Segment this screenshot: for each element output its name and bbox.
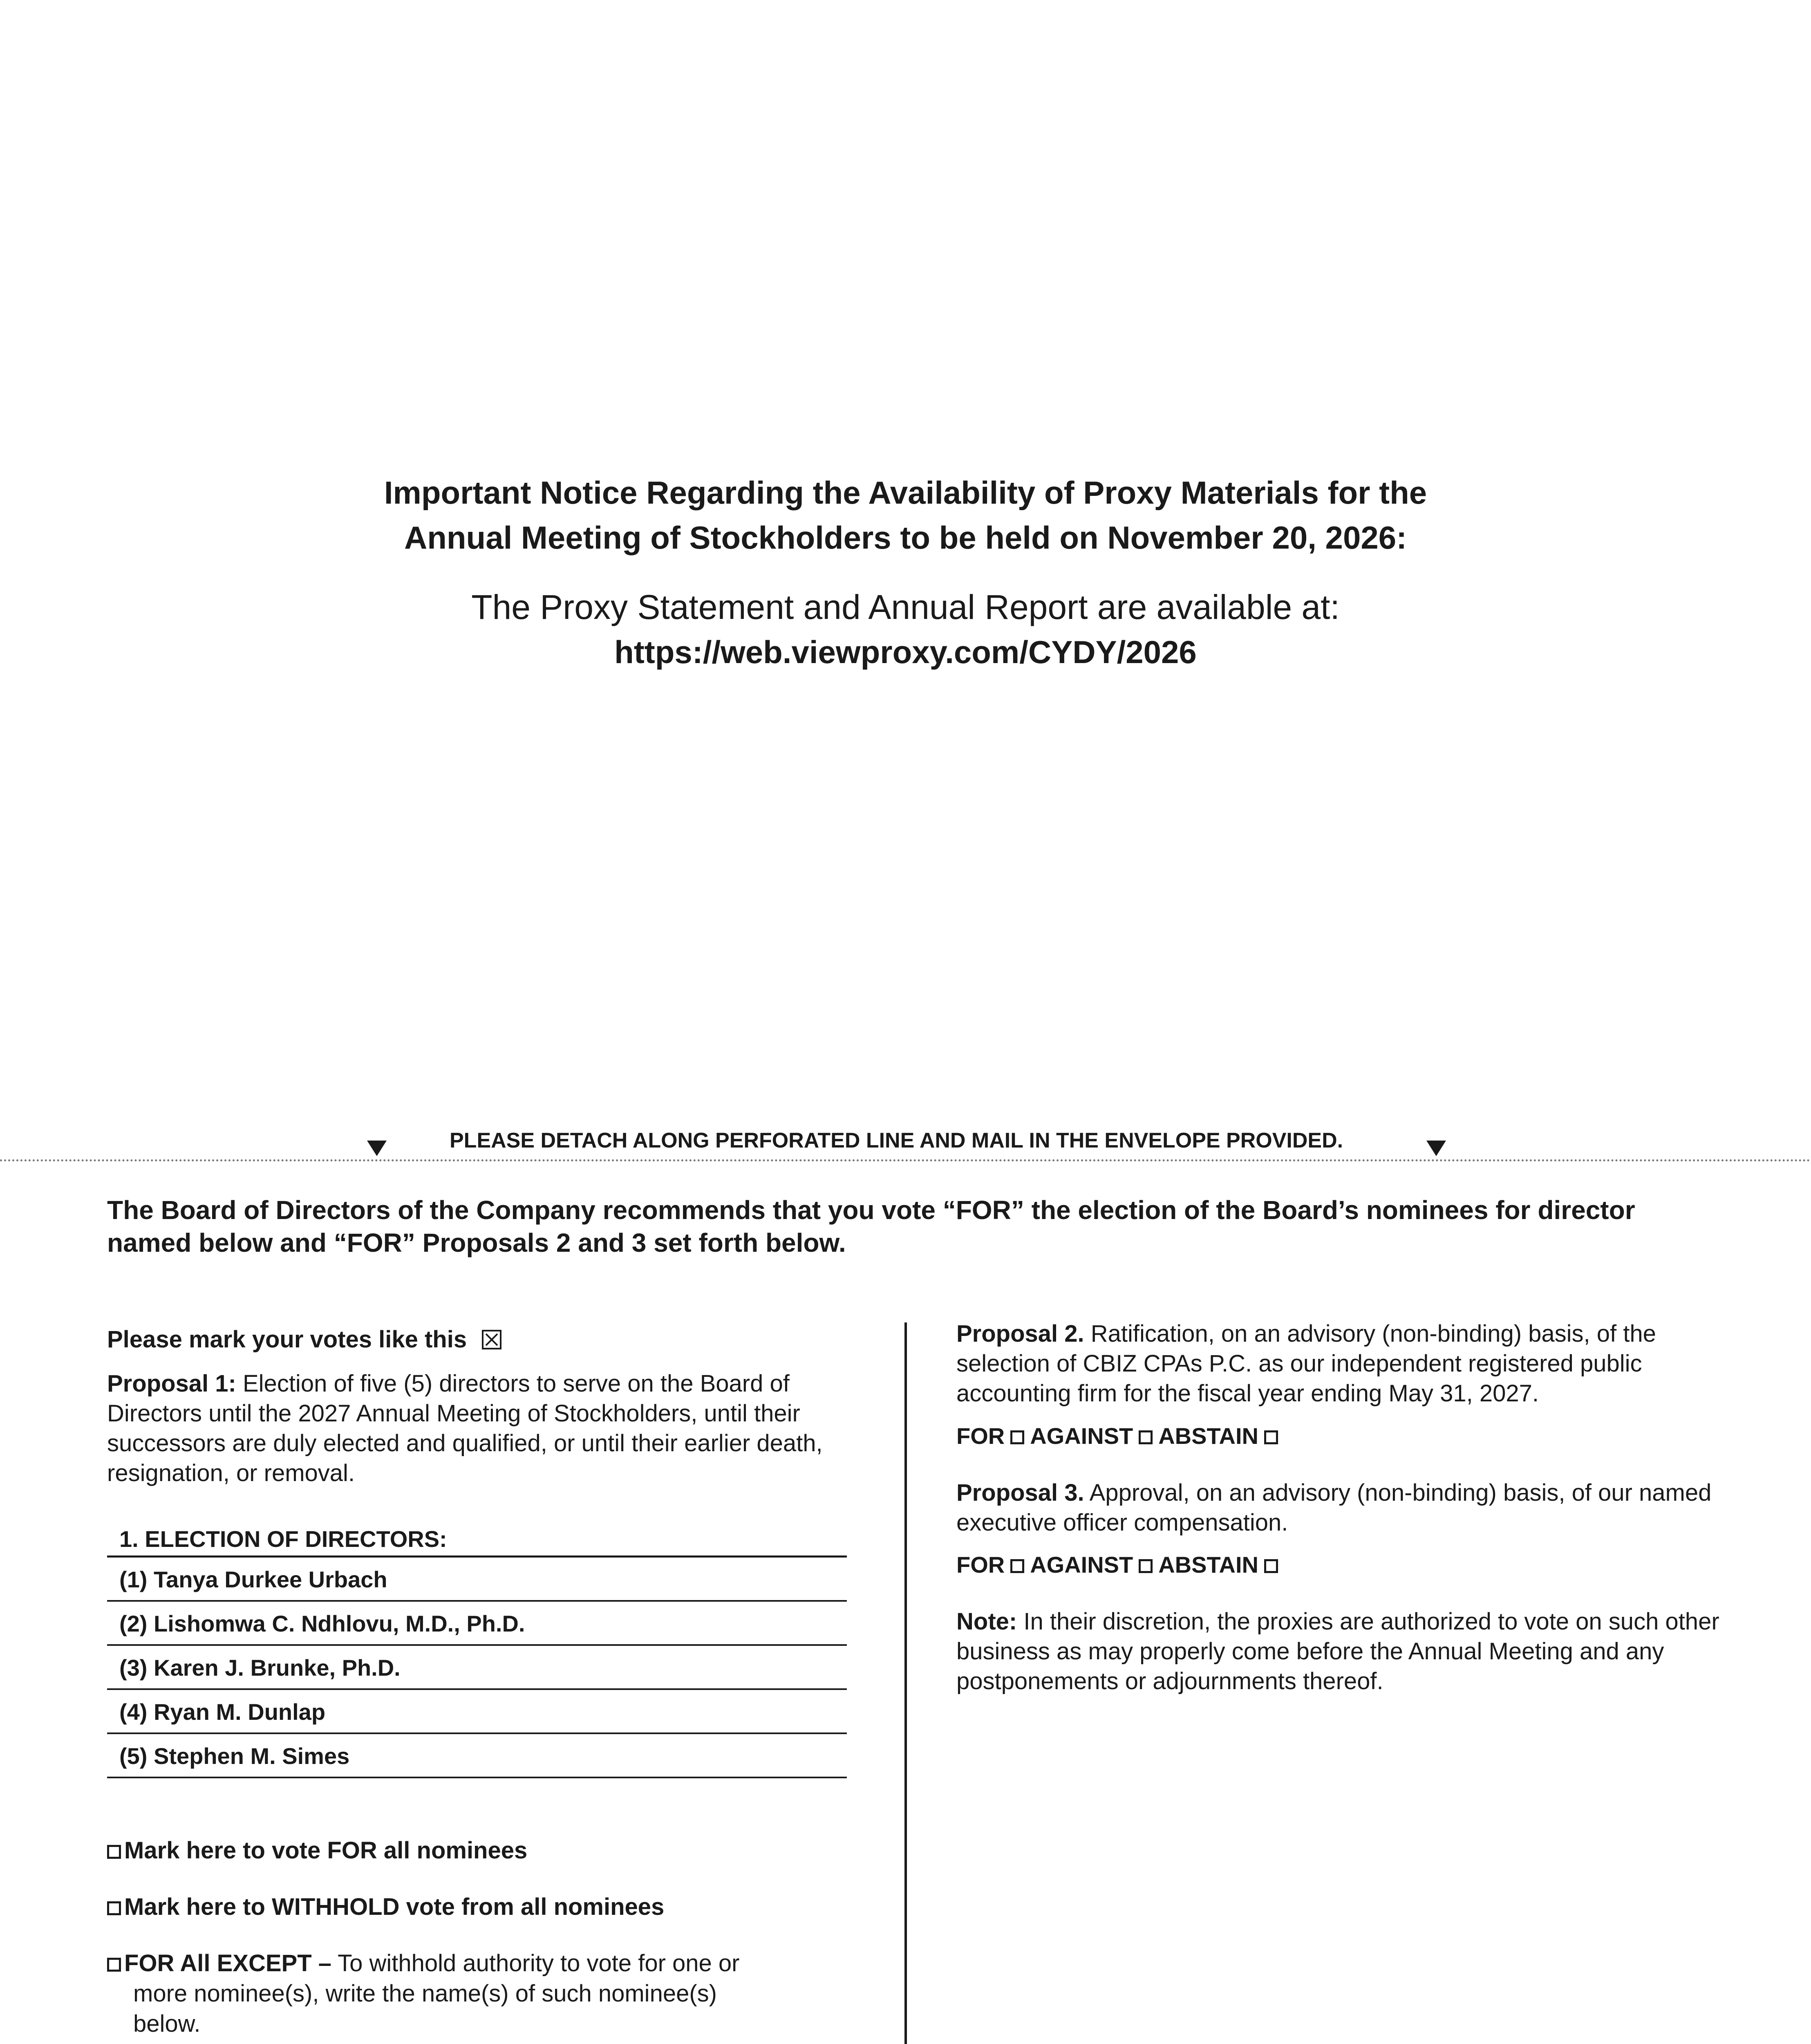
detach-instruction: PLEASE DETACH ALONG PERFORATED LINE AND MAIL IN THE ENVELOPE PROVIDED. <box>450 1129 1343 1152</box>
proposal2-label: Proposal 2. <box>956 1320 1084 1347</box>
proposal3-for-checkbox[interactable] <box>1010 1559 1024 1573</box>
nominee-row: (2) Lishomwa C. Ndhlovu, M.D., Ph.D. <box>107 1602 847 1646</box>
availability-notice <box>0 470 1811 675</box>
proposal3-abstain-label: ABSTAIN <box>1158 1552 1258 1578</box>
nominee-row: (1) Tanya Durkee Urbach <box>107 1558 847 1602</box>
proposal3-vote-options <box>956 1551 1725 1578</box>
note-text <box>956 1607 1725 1696</box>
proposal2-for-label: FOR <box>956 1423 1005 1449</box>
proposal2-against-label: AGAINST <box>1030 1423 1133 1449</box>
x-box-icon <box>481 1329 502 1350</box>
proposal3-description <box>956 1478 1725 1537</box>
note-body: In their discretion, the proxies are authorized to vote on such other business as may properly come before the Annual Meeting and any postponements or adjournments thereof. <box>956 1608 1719 1694</box>
vote-for-all-label: Mark here to vote FOR all nominees <box>124 1837 528 1864</box>
for-all-except-label: FOR All EXCEPT – <box>124 1950 332 1977</box>
proposal1-text: Election of five (5) directors to serve on the Board of Directors until the 2027 Annual Meeting of Stockholders, until their successors are duly elected and qualified, or until their earlier death, resignation, or removal. <box>107 1370 823 1486</box>
mark-votes-instruction <box>107 1325 847 1354</box>
proposal2-against-checkbox[interactable] <box>1139 1430 1153 1444</box>
directors-table <box>107 1517 847 1778</box>
vote-for-all-option <box>107 1836 847 1866</box>
nominee-row: (5) Stephen M. Simes <box>107 1734 847 1778</box>
proposal1-label: Proposal 1: <box>107 1370 236 1397</box>
proposal2-text: Ratification, on an advisory (non-binding) basis, of the selection of CBIZ CPAs P.C. as our independent registered public accounting firm for the fiscal year ending May 31, 2027. <box>956 1320 1656 1407</box>
column-divider <box>904 1322 907 2044</box>
down-arrow-left-icon <box>367 1141 387 1156</box>
proposal3-against-label: AGAINST <box>1030 1552 1133 1578</box>
proposal2-description <box>956 1319 1725 1408</box>
perforated-line <box>0 1159 1811 1161</box>
withhold-all-label: Mark here to WITHHOLD vote from all nominees <box>124 1894 665 1920</box>
notice-title-line1: Important Notice Regarding the Availability of Proxy Materials for the <box>384 475 1427 511</box>
recommendation-line2: named below and “FOR” Proposals 2 and 3 set forth below. <box>107 1228 846 1257</box>
vote-for-all-checkbox[interactable] <box>107 1845 121 1859</box>
notice-subtitle: The Proxy Statement and Annual Report are available at: <box>471 588 1340 626</box>
proposal2-vote-options <box>956 1423 1725 1449</box>
for-all-except-checkbox[interactable] <box>107 1958 121 1972</box>
note-label: Note: <box>956 1608 1017 1635</box>
proposal2-for-checkbox[interactable] <box>1010 1430 1024 1444</box>
nominee-row: (4) Ryan M. Dunlap <box>107 1690 847 1734</box>
proposal3-text: Approval, on an advisory (non-binding) basis, of our named executive officer compensation. <box>956 1479 1712 1536</box>
notice-title-line2: Annual Meeting of Stockholders to be held on November 20, 2026: <box>404 520 1407 556</box>
for-all-except-text-line1: To withhold authority to vote for one or <box>338 1950 740 1977</box>
withhold-all-checkbox[interactable] <box>107 1901 121 1915</box>
withhold-all-option <box>107 1892 847 1922</box>
proposal3-abstain-checkbox[interactable] <box>1264 1559 1278 1573</box>
proposal1-description <box>107 1369 847 1488</box>
proposal2-abstain-checkbox[interactable] <box>1264 1430 1278 1444</box>
for-all-except-option <box>107 1948 847 2039</box>
board-recommendation <box>107 1194 1721 1259</box>
for-all-except-text-line2: more nominee(s), write the name(s) of such nominee(s) <box>133 1980 717 2007</box>
proposal3-for-label: FOR <box>956 1552 1005 1578</box>
down-arrow-right-icon <box>1426 1141 1446 1156</box>
directors-header: 1. ELECTION OF DIRECTORS: <box>107 1517 847 1558</box>
proposal3-label: Proposal 3. <box>956 1479 1084 1506</box>
proposal3-against-checkbox[interactable] <box>1139 1559 1153 1573</box>
proposal2-abstain-label: ABSTAIN <box>1158 1423 1258 1449</box>
mark-votes-label: Please mark your votes like this <box>107 1326 467 1353</box>
for-all-except-text-line3: below. <box>133 2010 201 2037</box>
nominee-row: (3) Karen J. Brunke, Ph.D. <box>107 1646 847 1690</box>
proxy-materials-link[interactable]: https://web.viewproxy.com/CYDY/2026 <box>614 634 1197 670</box>
recommendation-line1: The Board of Directors of the Company recommends that you vote “FOR” the election of the Board’s nominees for director <box>107 1195 1635 1225</box>
